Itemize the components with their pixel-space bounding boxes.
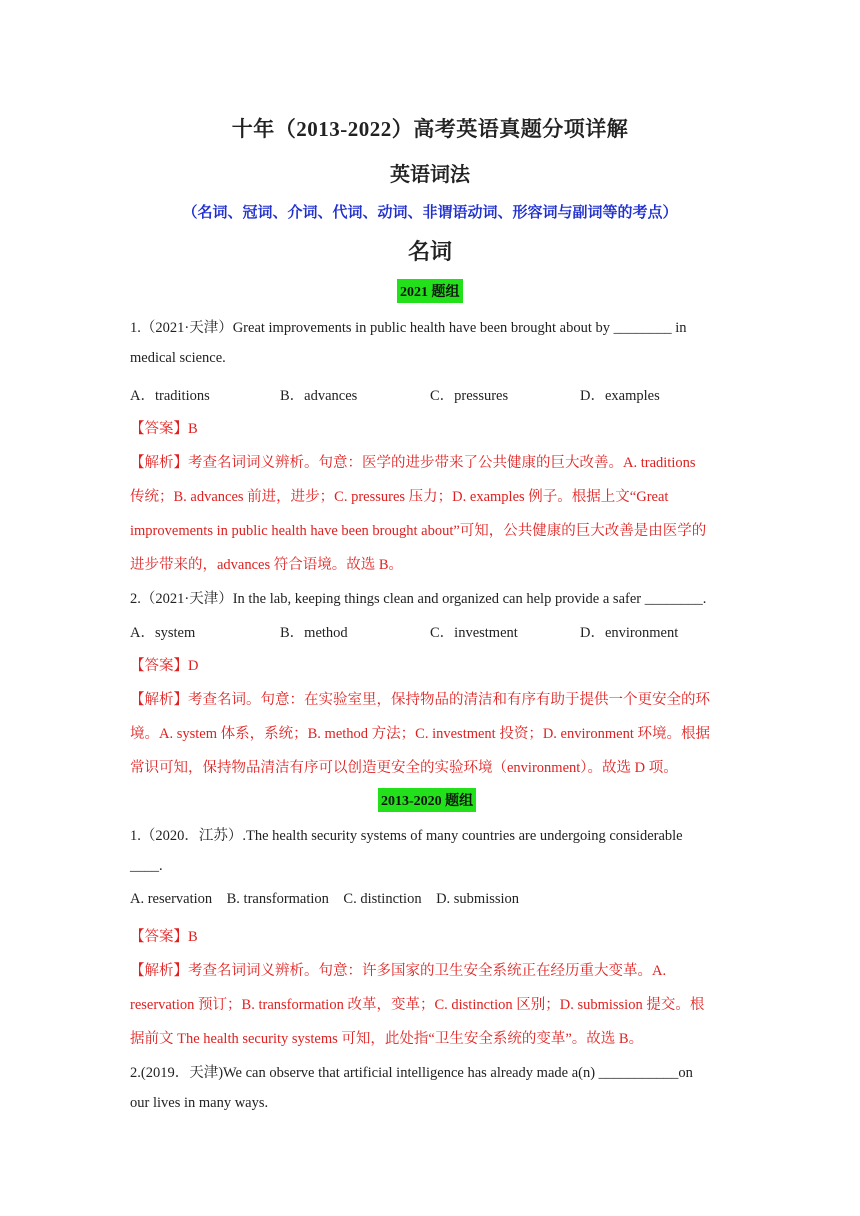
- option-c: C．investment: [430, 625, 518, 641]
- question-stem: 1.（2020．江苏）.The health security systems of many countries are undergoing considerable: [130, 828, 683, 844]
- section-heading: 名词: [407, 239, 452, 264]
- group-tag-2013-2020: 2013-2020 题组: [378, 788, 476, 812]
- analysis-line: 境。A. system 体系，系统；B. method 方法；C. investment 投资；D. environment 环境。根据: [130, 726, 710, 742]
- answer-line: 【答案】B: [130, 929, 198, 945]
- answer-line: 【答案】D: [130, 658, 199, 674]
- options-row: A. reservation B. transformation C. distinction D. submission: [130, 891, 520, 907]
- group-tag-2021: 2021 题组: [397, 279, 463, 303]
- document-title: 十年（2013-2022）高考英语真题分项详解: [231, 117, 629, 141]
- option-b: B．method: [280, 625, 348, 641]
- analysis-line: 常识可知，保持物品清洁有序可以创造更安全的实验环境（environment）。故选 D 项。: [130, 760, 678, 776]
- option-d: D．examples: [580, 388, 660, 404]
- option-b: B．advances: [280, 388, 358, 404]
- question-stem: 2.（2021·天津）In the lab, keeping things clean and organized can help provide a safer ________.: [130, 591, 707, 607]
- question-stem-cont: ____.: [130, 858, 163, 874]
- document-subtitle: 英语词法: [390, 164, 470, 186]
- question-stem-cont: our lives in many ways.: [130, 1095, 269, 1111]
- analysis-line: 据前文 The health security systems 可知，此处指“卫生安全系统的变革”。故选 B。: [130, 1031, 644, 1047]
- question-stem: 2.(2019．天津)We can observe that artificial intelligence has already made a(n) ___________on: [130, 1065, 693, 1081]
- analysis-line: 传统；B. advances 前进，进步；C. pressures 压力；D. examples 例子。根据上文“Great: [130, 489, 669, 505]
- option-d: D．environment: [580, 625, 679, 641]
- question-stem: 1.（2021·天津）Great improvements in public health have been brought about by ________ in: [130, 320, 687, 336]
- analysis-line: improvements in public health have been brought about”可知，公共健康的巨大改善是由医学的: [130, 523, 707, 539]
- analysis-line: reservation 预订；B. transformation 改革，变革；C. distinction 区别；D. submission 提交。根: [130, 997, 705, 1013]
- option-a: A．system: [130, 625, 196, 641]
- question-stem-cont: medical science.: [130, 350, 226, 366]
- topics-line: （名词、冠词、介词、代词、动词、非谓语动词、形容词与副词等的考点）: [182, 205, 678, 221]
- analysis-line: 【解析】考查名词。句意：在实验室里，保持物品的清洁和有序有助于提供一个更安全的环: [130, 692, 710, 708]
- option-a: A．traditions: [130, 388, 210, 404]
- option-c: C．pressures: [430, 388, 509, 404]
- analysis-line: 【解析】考查名词词义辨析。句意：医学的进步带来了公共健康的巨大改善。A. traditions: [130, 455, 696, 471]
- analysis-line: 【解析】考查名词词义辨析。句意：许多国家的卫生安全系统正在经历重大变革。A.: [130, 963, 667, 979]
- answer-line: 【答案】B: [130, 421, 198, 437]
- analysis-line: 进步带来的，advances 符合语境。故选 B。: [130, 557, 404, 573]
